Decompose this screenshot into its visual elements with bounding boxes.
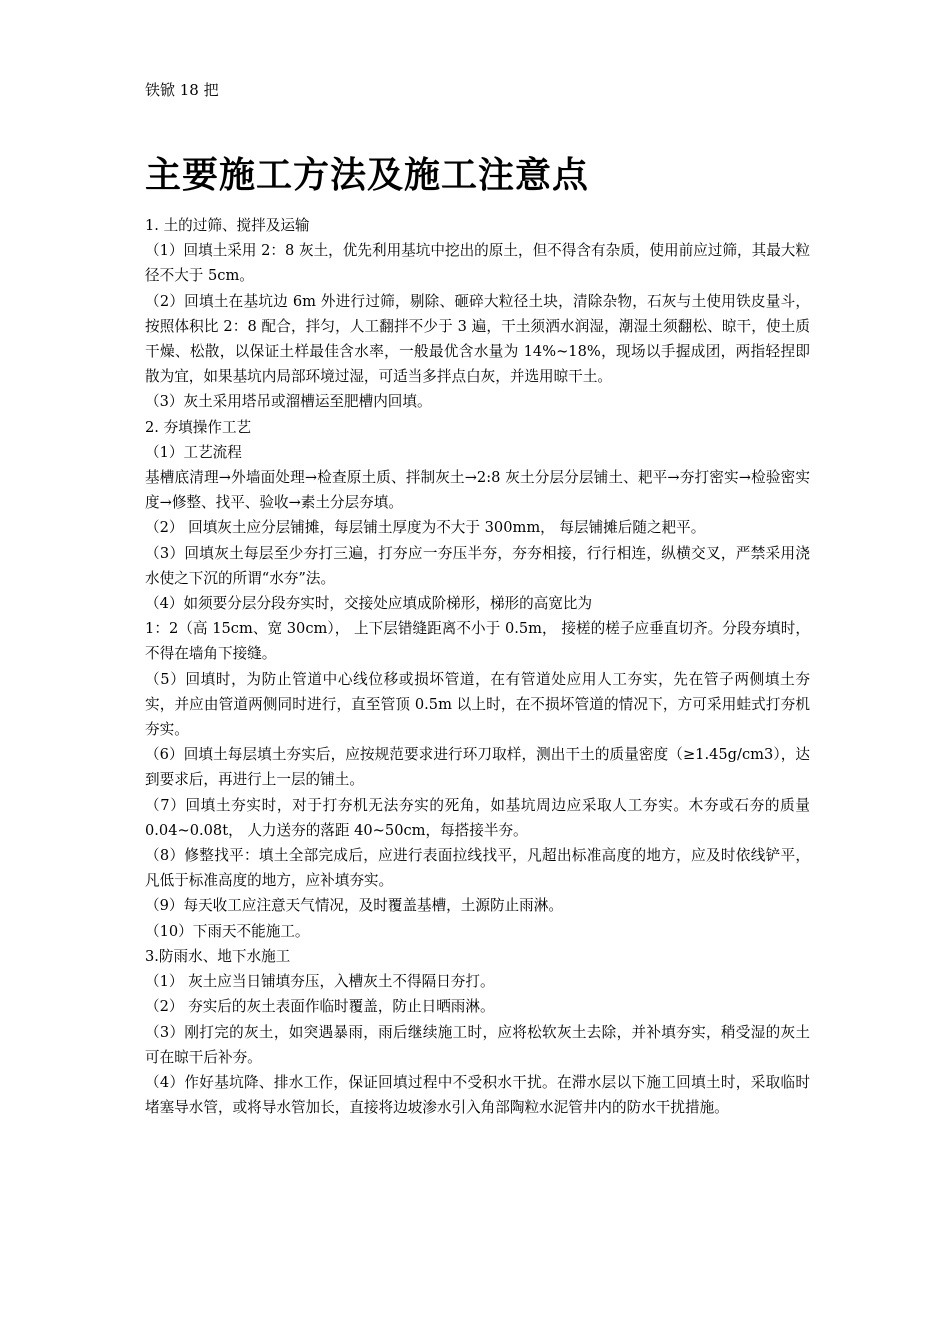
body-paragraph: （3）刚打完的灰土，如突遇暴雨，雨后继续施工时，应将松软灰土去除，并补填夯实，稍受湿的灰土可在晾干后补夯。 bbox=[145, 1023, 810, 1066]
body-paragraph: （3）回填灰土每层至少夯打三遍，打夯应一夯压半夯，夯夯相接，行行相连，纵横交叉，严禁采用浇水使之下沉的所谓“水夯”法。 bbox=[145, 544, 810, 587]
body-paragraph: （2） 夯实后的灰土表面作临时覆盖，防止日晒雨淋。 bbox=[145, 998, 495, 1016]
body-paragraph: 1. 土的过筛、搅拌及运输 bbox=[145, 217, 310, 234]
body-paragraph: 3.防雨水、地下水施工 bbox=[145, 947, 291, 965]
body-paragraph: （10）下雨天不能施工。 bbox=[145, 922, 310, 940]
body-paragraph: （4）如须要分层分段夯实时，交接处应填成阶梯形，梯形的高宽比为 bbox=[145, 595, 593, 613]
body-paragraph: （6）回填土每层填土夯实后，应按规范要求进行环刀取样，测出干土的质量密度（≥1.45g/cm3），达到要求后，再进行上一层的铺土。 bbox=[145, 746, 810, 789]
body-paragraph: （5）回填时，为防止管道中心线位移或损坏管道，在有管道处应用人工夯实，先在管子两侧填土夯实，并应由管道两侧同时进行，直至管顶 0.5m 以上时，在不损坏管道的情况下，方可采用蛙式打夯机夯实。 bbox=[145, 670, 810, 739]
body-paragraph: （7）回填土夯实时，对于打夯机无法夯实的死角，如基坑周边应采取人工夯实。木夯或石夯的质量 0.04~0.08t， 人力送夯的落距 40~50cm，每搭接半夯。 bbox=[145, 796, 810, 839]
body-paragraph: （1） 灰土应当日铺填夯压，入槽灰土不得隔日夯打。 bbox=[145, 973, 495, 991]
document-page bbox=[145, 78, 810, 1120]
document-title: 主要施工方法及施工注意点 bbox=[145, 154, 590, 196]
body-paragraph: 2. 夯填操作工艺 bbox=[145, 418, 252, 436]
body-paragraph: （8）修整找平：填土全部完成后，应进行表面拉线找平，凡超出标准高度的地方，应及时依线铲平，凡低于标准高度的地方，应补填夯实。 bbox=[145, 847, 810, 890]
body-paragraph: （1）回填土采用 2：8 灰土，优先利用基坑中挖出的原土，但不得含有杂质，使用前应过筛，其最大粒径不大于 5cm。 bbox=[145, 242, 810, 285]
document-body bbox=[145, 213, 810, 1120]
body-paragraph: （1）工艺流程 bbox=[145, 443, 242, 461]
body-paragraph: （9）每天收工应注意天气情况，及时覆盖基槽，土源防止雨淋。 bbox=[145, 897, 563, 915]
body-paragraph: （4）作好基坑降、排水工作，保证回填过程中不受积水干扰。在滞水层以下施工回填土时，采取临时堵塞导水管，或将导水管加长，直接将边坡渗水引入角部陶粒水泥管井内的防水干扰措施。 bbox=[145, 1073, 810, 1117]
top-line-text: 铁锨 18 把 bbox=[145, 81, 219, 99]
body-paragraph: （2） 回填灰土应分层铺摊，每层铺土厚度为不大于 300mm， 每层铺摊后随之耙平。 bbox=[145, 519, 706, 537]
body-paragraph: （2）回填土在基坑边 6m 外进行过筛，剔除、砸碎大粒径土块，清除杂物，石灰与土使用铁皮量斗，按照体积比 2：8 配合，拌匀，人工翻拌不少于 3 遍，干土须洒水润湿，潮湿土须翻松、晾干，使土质干燥、松散，以保证土样最佳含水率，一般最优含水量为 14%~18%，现场以手握成团，两指轻捏即散为宜，如果基坑内局部环境过湿，可适当多拌点白灰，并选用晾干土。 bbox=[145, 292, 810, 386]
body-paragraph: 基槽底清理→外墙面处理→检查原土质、拌制灰土→2:8 灰土分层分层铺土、耙平→夯打密实→检验密实度→修整、找平、验收→素土分层夯填。 bbox=[145, 469, 810, 512]
body-paragraph: （3）灰土采用塔吊或溜槽运至肥槽内回填。 bbox=[145, 393, 432, 411]
body-paragraph: 1：2（高 15cm、宽 30cm）， 上下层错缝距离不小于 0.5m， 接槎的槎子应垂直切齐。分段夯填时，不得在墙角下接缝。 bbox=[145, 620, 810, 663]
